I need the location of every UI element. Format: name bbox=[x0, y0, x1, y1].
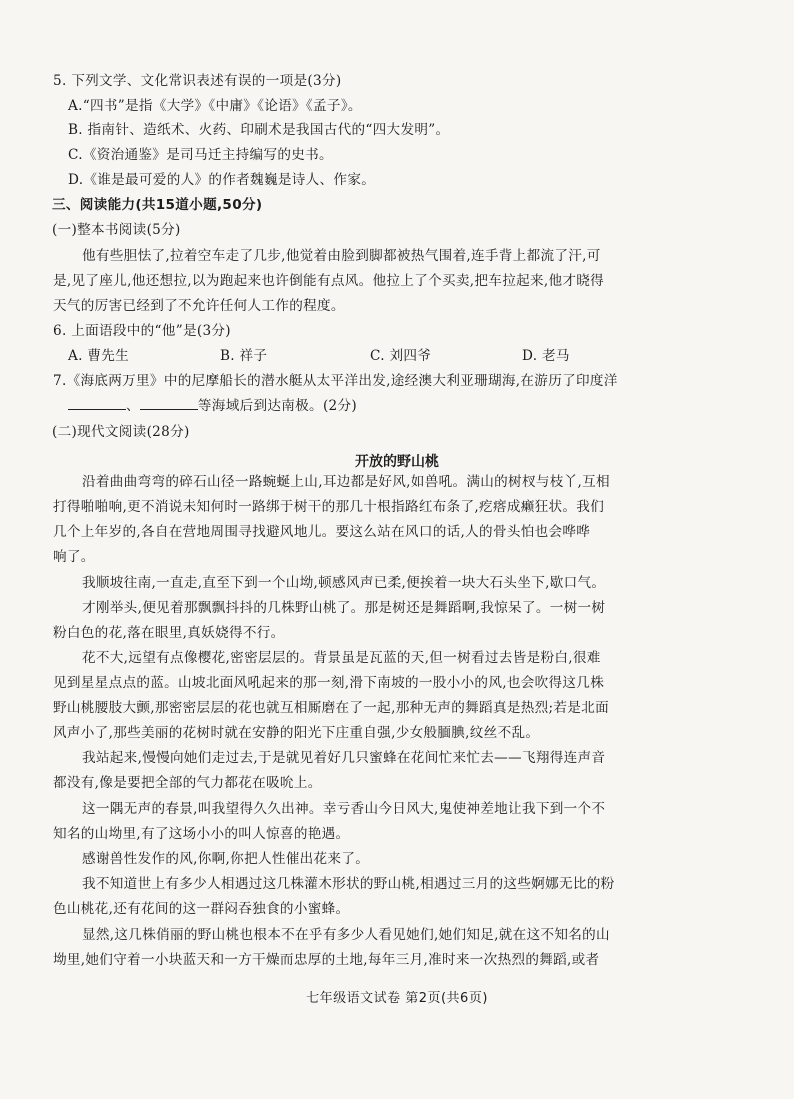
passage-title: 开放的野山桃 bbox=[355, 454, 439, 470]
part-1-heading: (一)整本书阅读(5分) bbox=[52, 222, 181, 238]
excerpt-line: 他有些胆怯了,拉着空车走了几步,他觉着由脸到脚都被热气围着,连手背上都流了汗,可 bbox=[82, 248, 601, 264]
question-5-stem: 5. 下列文学、文化常识表述有误的一项是(3分) bbox=[53, 73, 342, 89]
answer-blank[interactable] bbox=[140, 397, 198, 410]
passage-line: 粉白色的花,落在眼里,真妖娆得不行。 bbox=[53, 625, 285, 641]
blank-separator: 、 bbox=[126, 398, 140, 414]
excerpt-line: 是,见了座儿,他还想拉,以为跑起来也许倒能有点风。他拉上了个买卖,把车拉起来,他才晓得 bbox=[53, 273, 605, 289]
question-5-option-a: A.“四书”是指《大学》《中庸》《论语》《孟子》。 bbox=[68, 98, 362, 114]
passage-line: 见到星星点点的蓝。山坡北面风吼起来的那一刻,滑下南坡的一股小小的风,也会吹得这几株 bbox=[53, 675, 605, 691]
question-6-option-d: D. 老马 bbox=[522, 348, 570, 364]
passage-line: 这一隅无声的春景,叫我望得久久出神。幸亏香山今日风大,鬼使神差地让我下到一个不 bbox=[82, 801, 606, 817]
answer-blank[interactable] bbox=[68, 397, 126, 410]
passage-line: 打得啪啪响,更不消说未知何时一路绑于树干的那几十根指路红布条了,疙瘩成癞狂状。我们 bbox=[53, 499, 605, 515]
question-6-option-b: B. 祥子 bbox=[220, 348, 268, 364]
question-6-option-a: A. 曹先生 bbox=[68, 348, 130, 364]
passage-line: 显然,这几株俏丽的野山桃也根本不在乎有多少人看见她们,她们知足,就在这不知名的山 bbox=[82, 927, 610, 943]
passage-line: 我顺坡往南,一直走,直至下到一个山坳,顿感风声已柔,便挨着一块大石头坐下,歇口气。 bbox=[82, 575, 606, 591]
passage-line: 响了。 bbox=[53, 549, 95, 565]
passage-line: 感谢兽性发作的风,你啊,你把人性催出花来了。 bbox=[82, 851, 370, 867]
question-5-option-d: D.《谁是最可爱的人》的作者魏巍是诗人、作家。 bbox=[68, 172, 376, 188]
passage-line: 沿着曲曲弯弯的碎石山径一路蜿蜒上山,耳边都是好风,如兽吼。满山的树杈与枝丫,互相 bbox=[82, 474, 610, 490]
passage-line: 色山桃花,还有花间的这一群闷吞独食的小蜜蜂。 bbox=[53, 901, 350, 917]
passage-line: 野山桃腰肢大颤,那密密层层的花也就互相厮磨在了一起,那种无声的舞蹈真是热烈;若是北面 bbox=[53, 700, 609, 716]
passage-line: 我站起来,慢慢向她们走过去,于是就见着好几只蜜蜂在花间忙来忙去——飞翔得连声音 bbox=[82, 750, 606, 766]
passage-line: 风声小了,那些美丽的花树时就在安静的阳光下庄重自强,少女般腼腆,纹丝不乱。 bbox=[53, 725, 540, 741]
passage-line: 都没有,像是要把全部的气力都花在吸吮上。 bbox=[53, 775, 322, 791]
question-7-stem: 7.《海底两万里》中的尼摩船长的潜水艇从太平洋出发,途经澳大利亚珊瑚海,在游历了印度洋 bbox=[53, 373, 618, 389]
passage-line: 才刚举头,便见着那飘飘抖抖的几株野山桃了。那是树还是舞蹈啊,我惊呆了。一树一树 bbox=[82, 600, 606, 616]
page-footer: 七年级语文试卷 第2页(共6页) bbox=[306, 991, 488, 1006]
question-5-option-c: C.《资治通鉴》是司马迁主持编写的史书。 bbox=[68, 147, 333, 163]
question-7-blanks-line bbox=[68, 397, 357, 415]
question-5-option-b: B. 指南针、造纸术、火药、印刷术是我国古代的“四大发明”。 bbox=[68, 122, 450, 138]
passage-line: 我不知道世上有多少人相遇过这几株灌木形状的野山桃,相遇过三月的这些婀娜无比的粉 bbox=[82, 876, 615, 892]
question-6-stem: 6. 上面语段中的“他”是(3分) bbox=[53, 323, 231, 339]
question-7-tail: 等海域后到达南极。(2分) bbox=[197, 398, 357, 414]
passage-line: 几个上年岁的,各自在营地周围寻找避风地儿。要这么站在风口的话,人的骨头怕也会哗哗 bbox=[53, 524, 591, 540]
passage-line: 花不大,远望有点像樱花,密密层层的。背景虽是瓦蓝的天,但一树看过去皆是粉白,很难 bbox=[82, 650, 601, 666]
question-6-option-c: C. 刘四爷 bbox=[370, 348, 432, 364]
passage-line: 坳里,她们守着一小块蓝天和一方干燥而忠厚的土地,每年三月,准时来一次热烈的舞蹈,或者 bbox=[53, 952, 600, 968]
excerpt-line: 天气的厉害已经到了不允许任何人工作的程度。 bbox=[53, 298, 345, 314]
passage-line: 知名的山坳里,有了这场小小的叫人惊喜的艳遇。 bbox=[53, 826, 350, 842]
section-3-heading: 三、阅读能力(共15道小题,50分) bbox=[52, 197, 263, 213]
part-2-heading: (二)现代文阅读(28分) bbox=[52, 424, 190, 440]
